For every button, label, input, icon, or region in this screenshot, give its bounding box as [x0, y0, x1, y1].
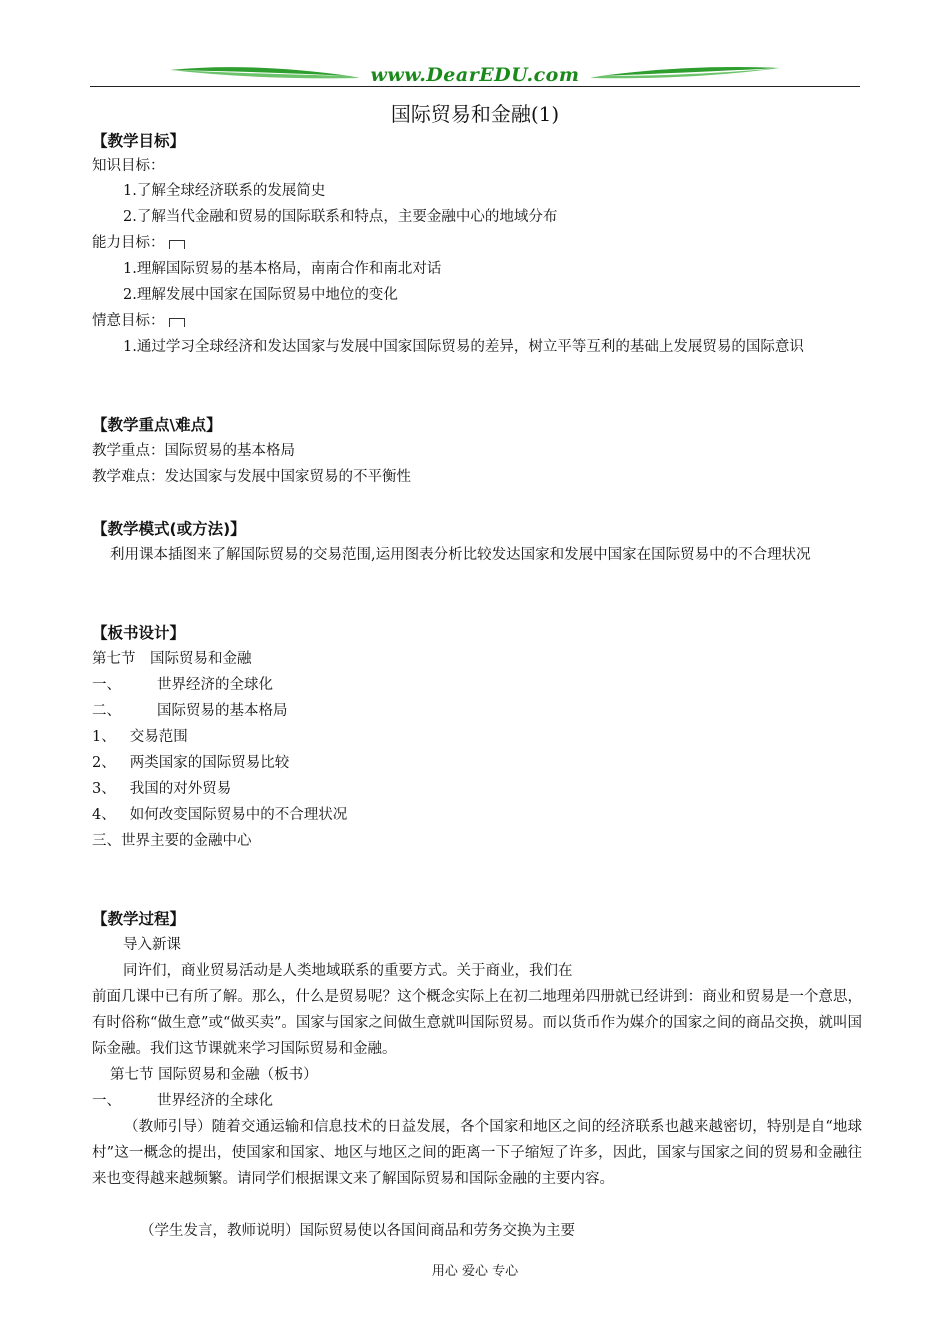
process-item-1-text: 世界经济的全球化 — [157, 1093, 273, 1109]
board-sub-item-num: 2、 — [92, 755, 116, 771]
knowledge-item-2: 2.了解当代金融和贸易的国际联系和特点，主要金融中心的地域分布 — [123, 209, 558, 225]
board-sub-item-4 — [92, 802, 347, 828]
heading-process: 【教学过程】 — [92, 910, 186, 928]
teacher-paragraph: （教师引导）随着交通运输和信息技术的日益发展，各个国家和地区之间的经济联系也越来越密切，特别是自“地球村”这一概念的提出，使国家和国家、地区与地区之间的距离一下子缩短了许多，因此，国家与国家之间的贸易和金融往来也变得越来越频繁。请同学们根据课文来了解国际贸易和国际金融的主要内容。 — [92, 1119, 862, 1187]
board-note: 第七节 国际贸易和金融（板书） — [110, 1067, 318, 1083]
board-item-2-text: 国际贸易的基本格局 — [157, 703, 288, 719]
heading-board: 【板书设计】 — [92, 624, 186, 642]
ability-item-2: 2.理解发展中国家在国际贸易中地位的变化 — [123, 287, 398, 303]
board-item-2 — [92, 698, 288, 724]
ability-item-1: 1.理解国际贸易的基本格局，南南合作和南北对话 — [123, 261, 442, 277]
board-last-item: 三、世界主要的金融中心 — [92, 833, 252, 849]
knowledge-item-1: 1.了解全球经济联系的发展简史 — [123, 183, 326, 199]
board-sub-item-num: 4、 — [92, 807, 116, 823]
ability-label-row — [92, 230, 185, 256]
board-sub-item-text: 我国的对外贸易 — [129, 781, 232, 797]
header-rule — [90, 86, 860, 87]
board-sub-item-num: 1、 — [92, 729, 116, 745]
intro-label: 导入新课 — [123, 937, 181, 953]
heading-goals: 【教学目标】 — [92, 132, 186, 150]
emotion-label-row — [92, 308, 185, 334]
page-footer: 用心 爱心 专心 — [431, 1264, 519, 1279]
heading-mode: 【教学模式(或方法)】 — [92, 520, 246, 538]
board-section-title: 第七节 国际贸易和金融 — [92, 651, 252, 667]
ability-label: 能力目标： — [92, 235, 165, 251]
difficult-point: 教学难点：发达国家与发展中国家贸易的不平衡性 — [92, 469, 411, 485]
board-sub-item-num: 3、 — [92, 781, 116, 797]
intro-line-1: 同许们，商业贸易活动是人类地域联系的重要方式。关于商业，我们在 — [123, 963, 573, 979]
knowledge-label: 知识目标： — [92, 158, 165, 174]
board-sub-item-2 — [92, 750, 289, 776]
process-item-1 — [92, 1088, 273, 1114]
heading-key-points: 【教学重点\难点】 — [92, 416, 222, 434]
board-item-2-num: 二、 — [92, 703, 121, 719]
logo-text: www.DearEDU.com — [370, 64, 580, 86]
student-line: （学生发言，教师说明）国际贸易使以各国间商品和劳务交换为主要 — [140, 1223, 575, 1239]
bracket-mark-icon — [169, 240, 185, 249]
board-sub-item-text: 如何改变国际贸易中的不合理状况 — [129, 807, 348, 823]
intro-paragraph: 前面几课中已有所了解。那么，什么是贸易呢？这个概念实际上在初二地理弟四册就已经讲到：商业和贸易是一个意思，有时俗称“做生意”或“做买卖”。国家与国家之间做生意就叫国际贸易。而以货币作为媒介的国家之间的商品交换，就叫国际金融。我们这节课就来学习国际贸易和金融。 — [92, 989, 862, 1057]
emotion-item: 1.通过学习全球经济和发达国家与发展中国家国际贸易的差异，树立平等互利的基础上发展贸易的国际意识 — [123, 339, 804, 355]
process-item-1-num: 一、 — [92, 1093, 121, 1109]
board-sub-item-text: 交易范围 — [129, 729, 188, 745]
mode-text: 利用课本插图来了解国际贸易的交易范围,运用图表分析比较发达国家和发展中国家在国际贸易中的不合理状况 — [110, 547, 811, 563]
board-sub-item-1 — [92, 724, 188, 750]
page-title: 国际贸易和金融(1) — [390, 102, 560, 126]
emotion-label: 情意目标： — [92, 313, 165, 329]
bracket-mark-icon — [169, 318, 185, 327]
board-item-1-text: 世界经济的全球化 — [157, 677, 273, 693]
key-point: 教学重点：国际贸易的基本格局 — [92, 443, 295, 459]
board-item-1-num: 一、 — [92, 677, 121, 693]
board-item-1 — [92, 672, 273, 698]
board-sub-item-3 — [92, 776, 231, 802]
board-sub-item-text: 两类国家的国际贸易比较 — [129, 755, 290, 771]
